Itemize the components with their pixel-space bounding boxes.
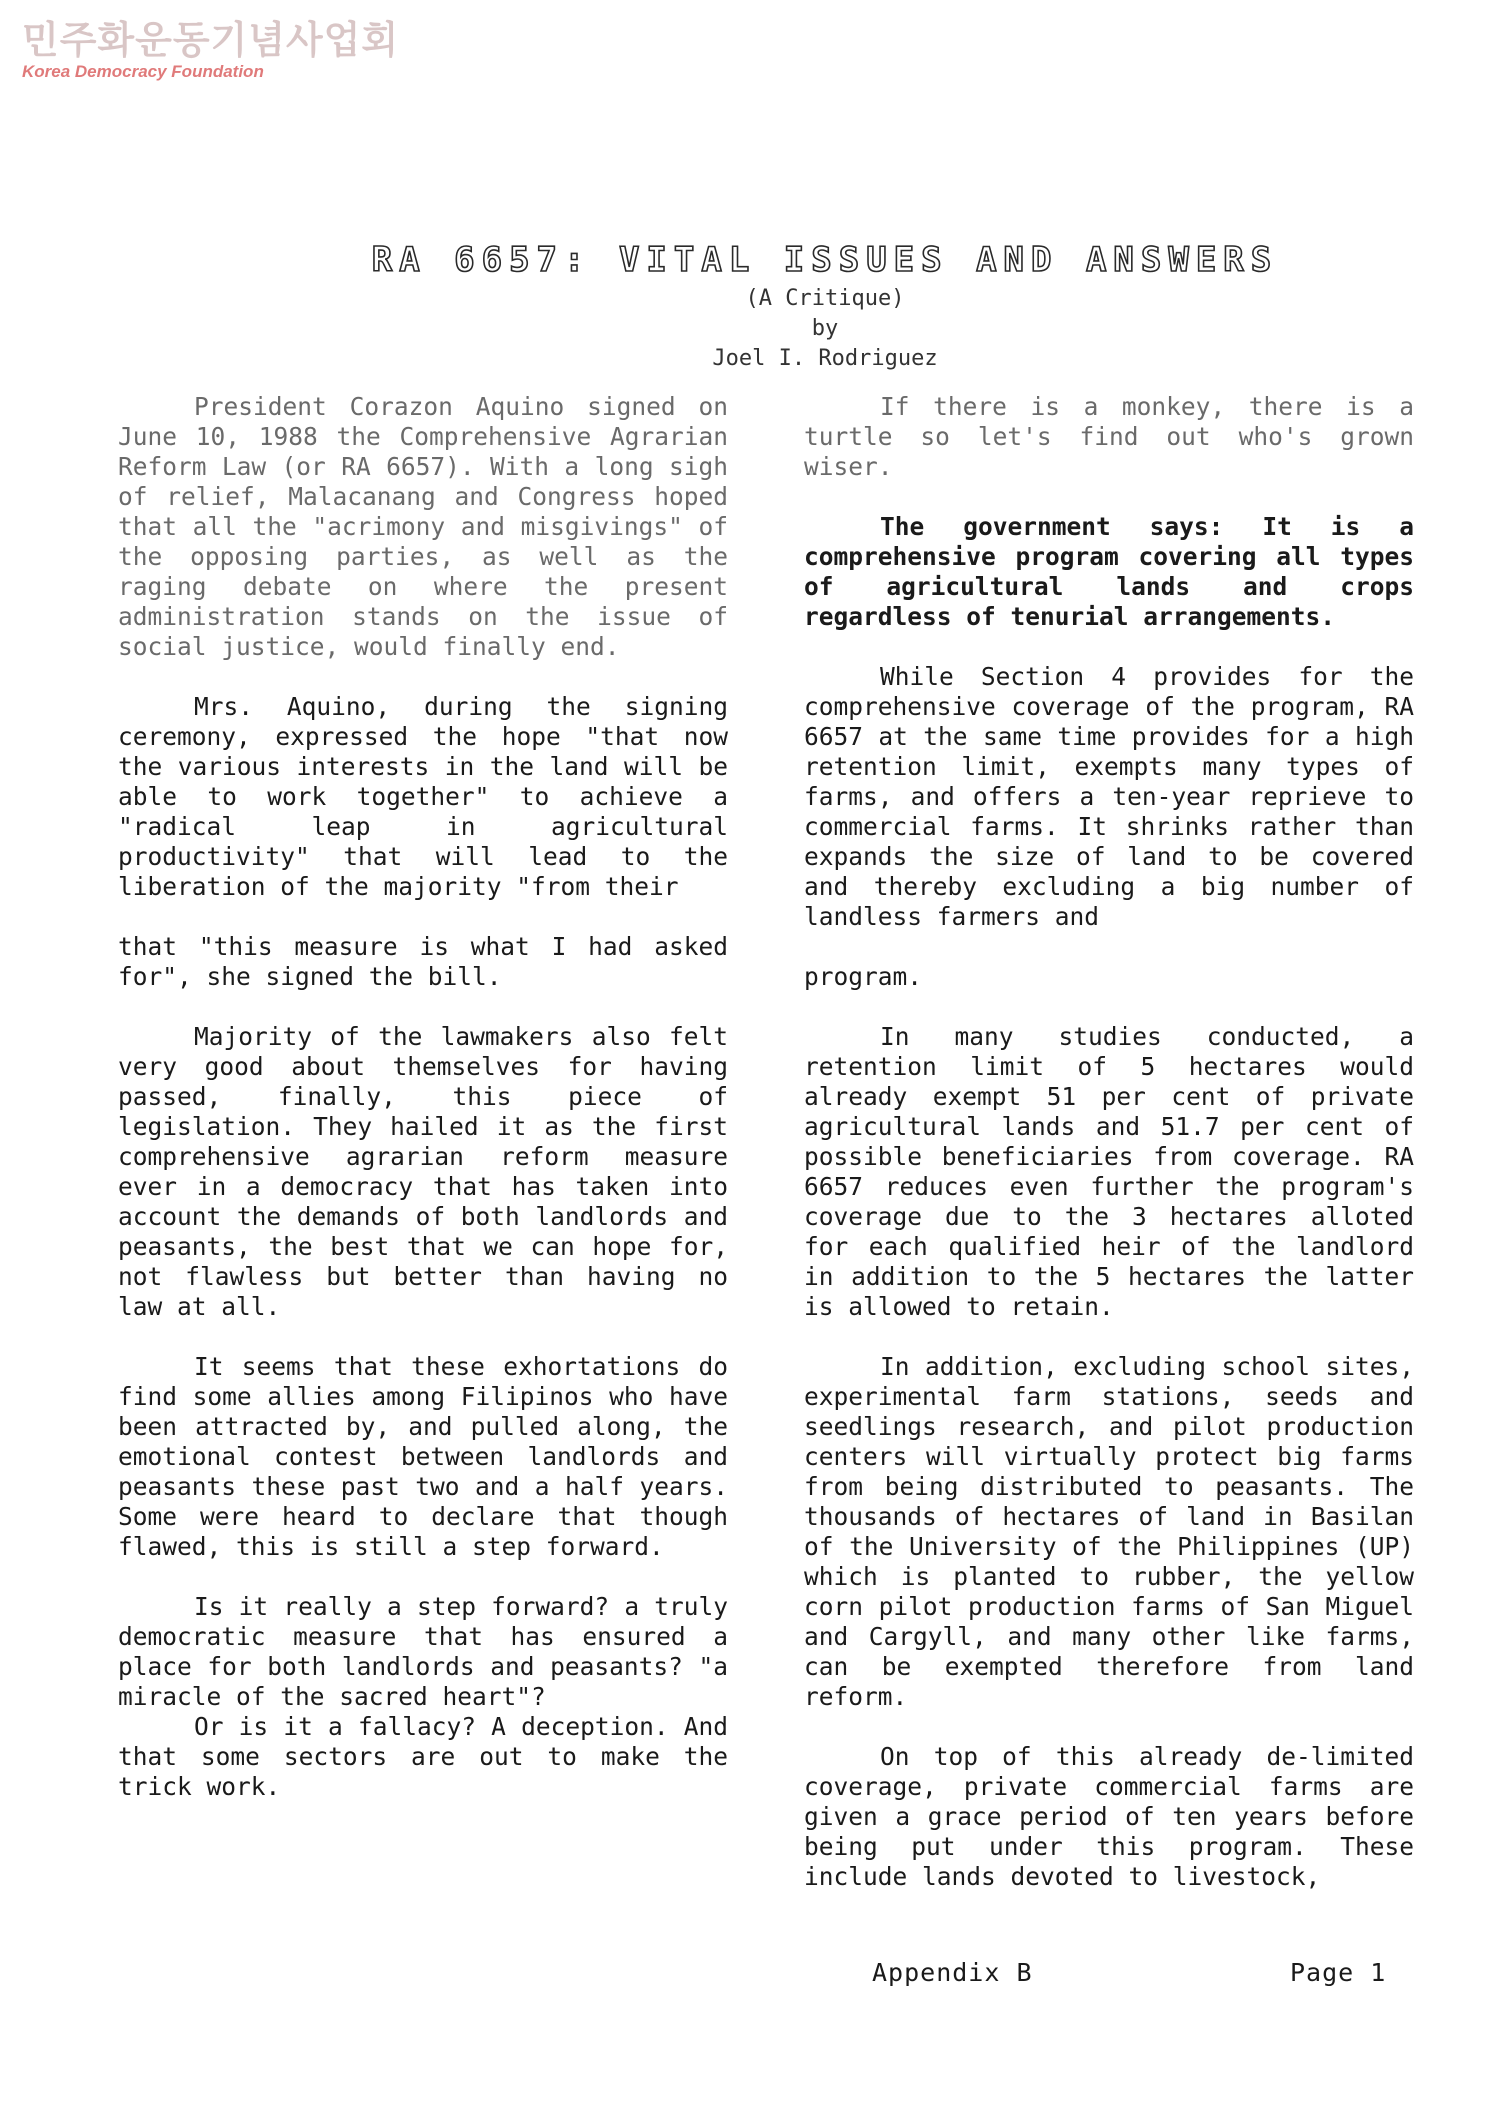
paragraph-signing-ceremony: Mrs. Aquino, during the signing ceremony, expressed the hope "that now the various interests in the land will be able to work together" to achieve a "radical leap in agricultural productivity" that will lead to the liberation of the majority "from their: [118, 692, 728, 901]
paragraph-program: program.: [804, 962, 923, 991]
paragraph-exhortations: It seems that these exhortations do find some allies among Filipinos who have been attracted by, and pulled along, the emotional contest between landlords and peasants these past two and a half years. Some were heard to declare that though flawed, this is still a step forward.: [118, 1352, 728, 1561]
paragraph-government-says: The government says: It is a comprehensive program covering all types of agricultural lands and crops regardless of tenurial arrangements.: [804, 512, 1414, 631]
document-header: [0, 236, 1490, 374]
right-column: [804, 392, 1414, 1922]
paragraph-signed-bill: that "this measure is what I had asked for", she signed the bill.: [118, 932, 728, 991]
paragraph-exclusions: In addition, excluding school sites, experimental farm stations, seeds and seedlings research, and pilot production centers will virtually protect big farms from being distributed to peasants. The thousands of hectares of land in Basilan of the University of the Philippines (UP) which is planted to rubber, the yellow corn pilot production farms of San Miguel and Cargyll, and many other like farms, can be exempted therefore from land reform.: [804, 1352, 1414, 1711]
paragraph-aquino-signing: President Corazon Aquino signed on June 10, 1988 the Comprehensive Agrarian Reform Law (or RA 6657). With a long sigh of relief, Malacanang and Congress hoped that all the "acrimony and misgivings" of the opposing parties, as well as the raging debate on where the present administration stands on the issue of social justice, would finally end.: [118, 392, 728, 661]
paragraph-lawmakers: Majority of the lawmakers also felt very good about themselves for having passed, finally, this piece of legislation. They hailed it as the first comprehensive agrarian reform measure ever in a democracy that has taken into account the demands of both landlords and peasants, the best that we can hope for, not flawless but better than having no law at all.: [118, 1022, 728, 1321]
paragraph-section-4: While Section 4 provides for the comprehensive coverage of the program, RA 6657 at the same time provides for a high retention limit, exempts many types of farms, and offers a ten-year reprieve to commercial farms. It shrinks rather than expands the size of land to be covered and thereby excluding a big number of landless farmers and: [804, 662, 1414, 931]
illegible-line-gap: [118, 902, 728, 932]
document-title: RA 6657: VITAL ISSUES AND ANSWERS: [371, 240, 1279, 280]
document-subtitle: (A Critique): [745, 286, 905, 311]
author-name: Joel I. Rodriguez: [712, 346, 938, 371]
illegible-line-gap: [804, 932, 1414, 962]
watermark-korean-text: 민주화운동기념사업회: [22, 18, 400, 62]
paragraph-grace-period: On top of this already de-limited coverage, private commercial farms are given a grace period of ten years before being put under this program. These include lands devoted to livestock,: [804, 1742, 1414, 1891]
footer-appendix-label: Appendix B: [872, 1958, 1033, 1987]
paragraph-step-forward-question: Is it really a step forward? a truly democratic measure that has ensured a place for both landlords and peasants? "a miracle of the sacred heart"?: [118, 1592, 728, 1711]
watermark-logo: [22, 18, 399, 82]
byline-by: by: [811, 316, 839, 341]
paragraph-fallacy: Or is it a fallacy? A deception. And that some sectors are out to make the trick work.: [118, 1712, 728, 1801]
paragraph-retention-limit: In many studies conducted, a retention limit of 5 hectares would already exempt 51 per cent of private agricultural lands and 51.7 per cent of possible beneficiaries from coverage. RA 6657 reduces even further the program's coverage due to the 3 hectares alloted for each qualified heir of the landlord in addition to the 5 hectares the latter is allowed to retain.: [804, 1022, 1414, 1321]
paragraph-monkey-turtle: If there is a monkey, there is a turtle so let's find out who's grown wiser.: [804, 392, 1414, 481]
watermark-english-text: Korea Democracy Foundation: [22, 62, 264, 81]
footer-page-number: Page 1: [1290, 1958, 1387, 1987]
left-column: [118, 392, 728, 1832]
